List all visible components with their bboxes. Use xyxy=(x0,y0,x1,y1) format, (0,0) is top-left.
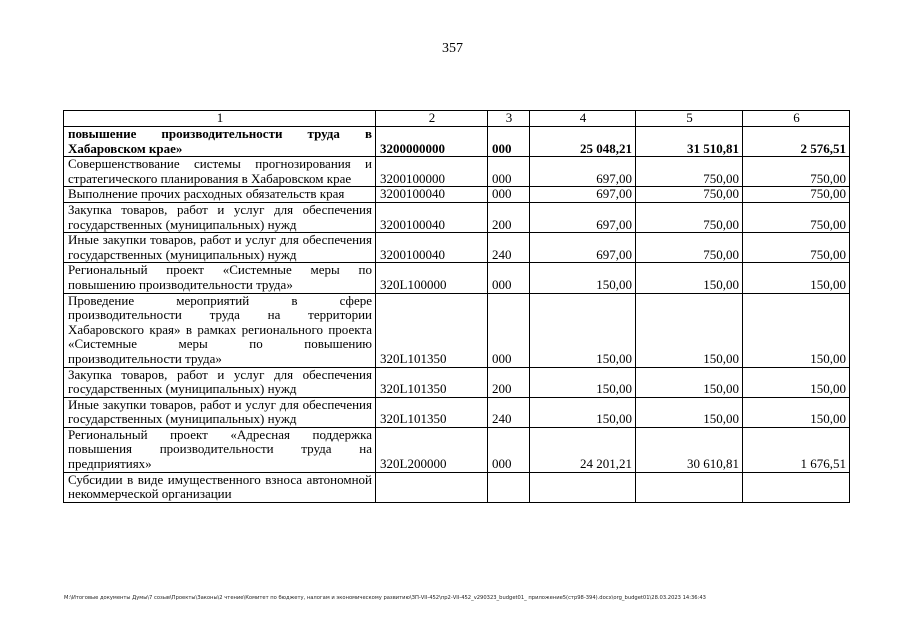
row-value-2-cell: 150,00 xyxy=(636,397,743,427)
table-row xyxy=(64,472,850,502)
row-value-2-cell: 150,00 xyxy=(636,263,743,293)
row-code-cell: 3200100040 xyxy=(376,202,488,232)
row-type-cell: 000 xyxy=(488,427,530,472)
row-value-3-cell: 150,00 xyxy=(743,293,850,367)
table-row xyxy=(64,233,850,263)
row-value-3-cell: 150,00 xyxy=(743,263,850,293)
row-value-3-cell: 2 576,51 xyxy=(743,127,850,157)
row-value-3-cell xyxy=(743,472,850,502)
row-value-3-cell: 750,00 xyxy=(743,157,850,187)
row-value-2-cell xyxy=(636,472,743,502)
page-number: 357 xyxy=(442,41,463,56)
row-code-cell: 320L101350 xyxy=(376,293,488,367)
row-value-1-cell: 25 048,21 xyxy=(530,127,636,157)
row-value-1-cell: 150,00 xyxy=(530,397,636,427)
row-type-cell: 000 xyxy=(488,187,530,203)
row-type-cell: 000 xyxy=(488,127,530,157)
row-name-cell: Иные закупки товаров, работ и услуг для обеспечения государственных (муниципальных) нужд xyxy=(64,233,376,263)
table-row xyxy=(64,202,850,232)
row-value-1-cell: 697,00 xyxy=(530,157,636,187)
table-row xyxy=(64,367,850,397)
header-cell-4: 4 xyxy=(530,111,636,127)
row-value-3-cell: 750,00 xyxy=(743,187,850,203)
row-name-cell: Совершенствование системы прогнозирования и стратегического планирования в Хабаровском крае xyxy=(64,157,376,187)
table-row xyxy=(64,127,850,157)
row-value-1-cell xyxy=(530,472,636,502)
row-code-cell: 3200100040 xyxy=(376,233,488,263)
row-name-cell: повышение производительности труда в Хабаровском крае» xyxy=(64,127,376,157)
row-name-cell: Региональный проект «Адресная поддержка повышения производительности труда на предприятиях» xyxy=(64,427,376,472)
row-type-cell: 000 xyxy=(488,263,530,293)
footer-file-path: M:\Итоговые документы Думы\7 созыв\Проекты\Законы\2 чтение\Комитет по бюджету, налогам и экономическому развитию\ЗП-VII-452\пр2-VII-452_v290323_budget01_ приложение5(стр98-394).docx\org_budget01\28.03.2023 14:36:43 xyxy=(64,595,706,601)
header-cell-2: 2 xyxy=(376,111,488,127)
row-value-2-cell: 750,00 xyxy=(636,187,743,203)
row-value-2-cell: 31 510,81 xyxy=(636,127,743,157)
row-value-2-cell: 30 610,81 xyxy=(636,427,743,472)
row-code-cell: 320L101350 xyxy=(376,367,488,397)
row-value-1-cell: 697,00 xyxy=(530,187,636,203)
table-row xyxy=(64,397,850,427)
row-value-3-cell: 150,00 xyxy=(743,367,850,397)
budget-table-body xyxy=(64,111,850,503)
row-value-1-cell: 150,00 xyxy=(530,293,636,367)
row-value-1-cell: 150,00 xyxy=(530,367,636,397)
budget-table xyxy=(63,110,850,503)
row-type-cell: 240 xyxy=(488,233,530,263)
row-name-cell: Иные закупки товаров, работ и услуг для обеспечения государственных (муниципальных) нужд xyxy=(64,397,376,427)
row-type-cell: 240 xyxy=(488,397,530,427)
row-name-cell: Закупка товаров, работ и услуг для обеспечения государственных (муниципальных) нужд xyxy=(64,202,376,232)
row-type-cell: 000 xyxy=(488,293,530,367)
row-code-cell: 320L101350 xyxy=(376,397,488,427)
row-value-1-cell: 24 201,21 xyxy=(530,427,636,472)
row-type-cell: 200 xyxy=(488,202,530,232)
row-value-2-cell: 150,00 xyxy=(636,293,743,367)
row-code-cell: 320L100000 xyxy=(376,263,488,293)
table-header-row xyxy=(64,111,850,127)
row-name-cell: Региональный проект «Системные меры по повышению производительности труда» xyxy=(64,263,376,293)
row-value-2-cell: 750,00 xyxy=(636,233,743,263)
row-code-cell: 3200100000 xyxy=(376,157,488,187)
table-row xyxy=(64,263,850,293)
row-code-cell xyxy=(376,472,488,502)
table-row xyxy=(64,157,850,187)
row-value-1-cell: 697,00 xyxy=(530,202,636,232)
header-cell-3: 3 xyxy=(488,111,530,127)
row-value-2-cell: 750,00 xyxy=(636,157,743,187)
row-code-cell: 3200000000 xyxy=(376,127,488,157)
row-name-cell: Субсидии в виде имущественного взноса автономной некоммерческой организации xyxy=(64,472,376,502)
row-value-3-cell: 750,00 xyxy=(743,202,850,232)
row-value-3-cell: 150,00 xyxy=(743,397,850,427)
row-value-3-cell: 1 676,51 xyxy=(743,427,850,472)
header-cell-6: 6 xyxy=(743,111,850,127)
table-row xyxy=(64,427,850,472)
row-type-cell: 200 xyxy=(488,367,530,397)
row-type-cell: 000 xyxy=(488,157,530,187)
row-value-1-cell: 697,00 xyxy=(530,233,636,263)
header-cell-1: 1 xyxy=(64,111,376,127)
row-type-cell xyxy=(488,472,530,502)
row-code-cell: 3200100040 xyxy=(376,187,488,203)
row-value-2-cell: 750,00 xyxy=(636,202,743,232)
row-name-cell: Выполнение прочих расходных обязательств края xyxy=(64,187,376,203)
header-cell-5: 5 xyxy=(636,111,743,127)
table-row xyxy=(64,293,850,367)
row-name-cell: Закупка товаров, работ и услуг для обеспечения государственных (муниципальных) нужд xyxy=(64,367,376,397)
row-value-1-cell: 150,00 xyxy=(530,263,636,293)
row-value-3-cell: 750,00 xyxy=(743,233,850,263)
row-value-2-cell: 150,00 xyxy=(636,367,743,397)
row-name-cell: Проведение мероприятий в сфере производительности труда на территории Хабаровского края» в рамках регионального проекта «Системные меры по повышению производительности труда» xyxy=(64,293,376,367)
table-row xyxy=(64,187,850,203)
row-code-cell: 320L200000 xyxy=(376,427,488,472)
